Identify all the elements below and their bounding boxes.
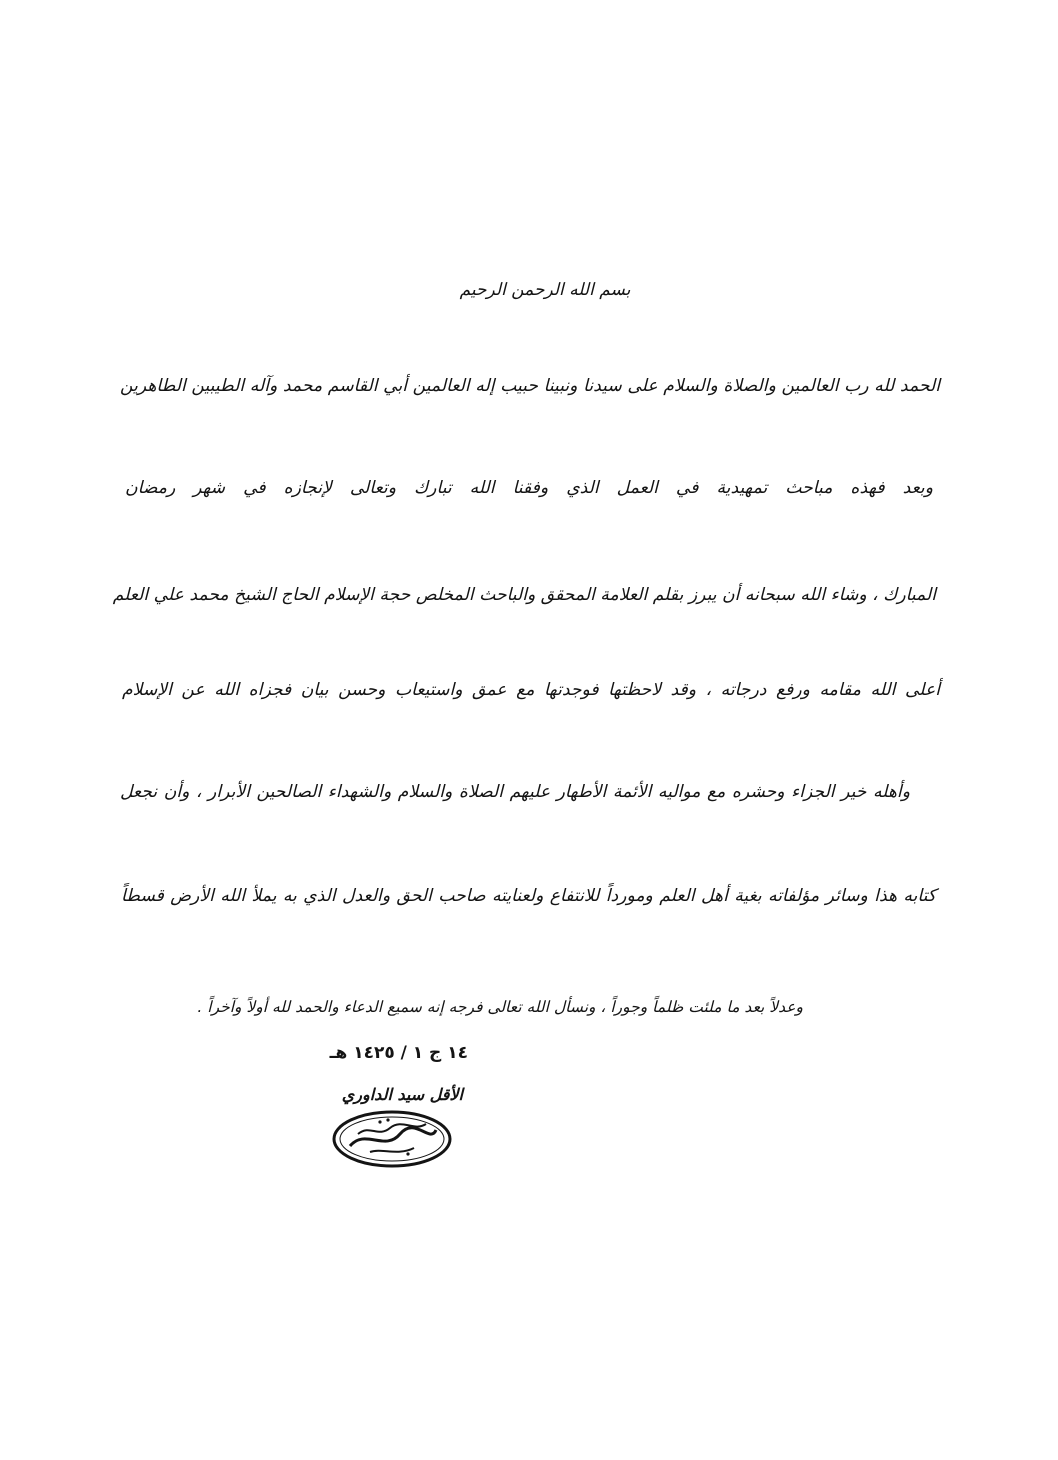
body-line-3: المبارك ، وشاء الله سبحانه أن يبرز بقلم العلامة المحقق والباحث المخلص حجة الإسلام الحاج الشيخ محمد علي العلم [112, 585, 936, 605]
body-line-2: وبعد فهذه مباحث تمهيدية في العمل الذي وفقنا الله تبارك وتعالى لإنجازه في شهر رمضان [125, 478, 933, 498]
seal-stamp-icon [330, 1108, 455, 1170]
body-line-5: وأهله خير الجزاء وحشره مع مواليه الأئمة الأطهار عليهم الصلاة والسلام والشهداء الصالحين الأبرار ، وأن نجعل [120, 782, 910, 802]
signature-text: الأقل سيد الداوري [341, 1085, 463, 1104]
body-line-6: كتابه هذا وسائر مؤلفاته بغية أهل العلم ومورداً للانتفاع ولعنايته صاحب الحق والعدل الذي به يملأ الله الأرض قسطاً [121, 886, 936, 906]
basmala: بسم الله الرحمن الرحيم [459, 280, 631, 300]
closing-line: وعدلاً بعد ما ملئت ظلماً وجوراً ، ونسأل الله تعالى فرجه إنه سميع الدعاء والحمد لله أولاً وآخراً . [197, 998, 803, 1016]
date-line: ١٤ ج ١ / ١٤٢٥ هـ [329, 1043, 468, 1063]
body-line-1: الحمد لله رب العالمين والصلاة والسلام على سيدنا ونبينا حبيب إله العالمين أبي القاسم محمد وآله الطيبين الطاهرين [120, 376, 940, 396]
body-line-4: أعلى الله مقامه ورفع درجاته ، وقد لاحظتها فوجدتها مع عمق واستيعاب وحسن بيان فجزاه الله عن الإسلام [122, 680, 940, 700]
